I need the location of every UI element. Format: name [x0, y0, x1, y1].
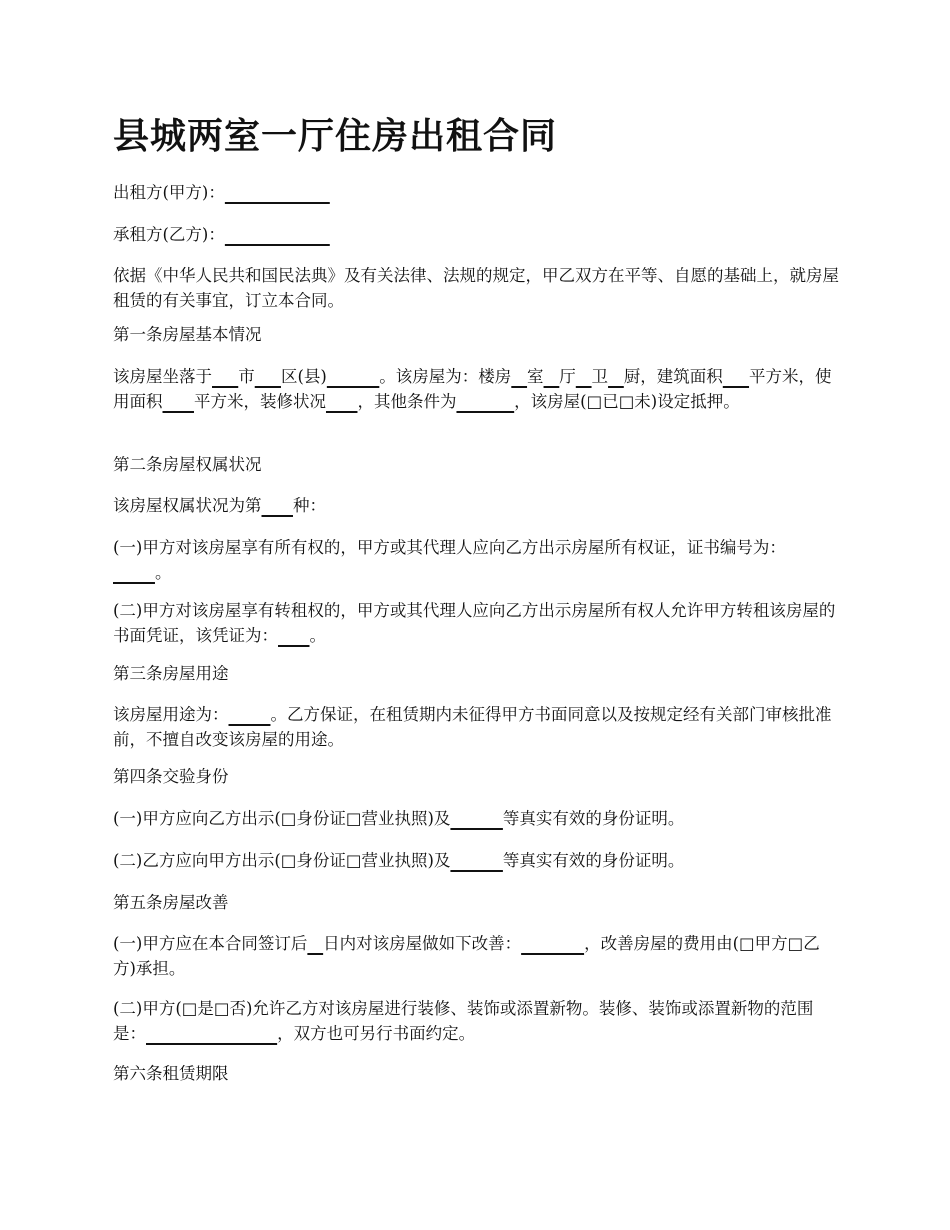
blank-certificate-number: [113, 563, 155, 582]
document-title: 县城两室一厅住房出租合同: [113, 115, 558, 157]
article-5-clause-1: (一)甲方应在本合同签订后 日内对该房屋做如下改善： ，改善房屋的费用由(□甲方□乙方)承担。: [113, 934, 820, 978]
blank-party-b-id: [450, 851, 502, 870]
article-3-body: 该房屋用途为： 。乙方保证，在租赁期内未征得甲方书面同意以及按规定经有关部门审核批准前，不擅自改变该房屋的用途。: [113, 705, 832, 749]
party-b-blank: [225, 225, 330, 244]
blank-decoration: [326, 392, 357, 411]
article-4-clause-1: (一)甲方应向乙方出示(□身份证□营业执照)及 等真实有效的身份证明。: [113, 809, 685, 828]
blank-halls: [544, 367, 560, 386]
article-4-clause-2: (二)乙方应向甲方出示(□身份证□营业执照)及 等真实有效的身份证明。: [113, 851, 685, 870]
article-2-clause-2: (二)甲方对该房屋享有转租权的，甲方或其代理人应向乙方出示房屋所有权人允许甲方转租该房屋的书面凭证，该凭证为： 。: [113, 601, 836, 645]
preamble: 依据《中华人民共和国民法典》及有关法律、法规的规定，甲乙双方在平等、自愿的基础上，就房屋租赁的有关事宜，订立本合同。: [113, 266, 839, 310]
article-1-body: 该房屋坐落于 市 区(县) 。该房屋为：楼房 室 厅 卫 厨，建筑面积 平方米，使用面积 平方米，装修状况 ，其他条件为 ，该房屋(□已□未)设定抵押。: [113, 367, 832, 411]
blank-sublease-proof: [278, 626, 309, 645]
blank-baths: [576, 367, 592, 386]
blank-kitchens: [608, 367, 624, 386]
article-2-heading: 第二条房屋权属状况: [113, 455, 262, 474]
blank-address: [327, 367, 379, 386]
blank-ownership-type: [262, 496, 293, 515]
article-5-heading: 第五条房屋改善: [113, 893, 229, 912]
article-3-heading: 第三条房屋用途: [113, 664, 229, 683]
blank-decoration-scope: [146, 1024, 277, 1043]
blank-party-a-id: [450, 809, 502, 828]
blank-city: [212, 367, 238, 386]
blank-building-area: [723, 367, 749, 386]
article-1-heading: 第一条房屋基本情况: [113, 325, 262, 344]
party-b-line: 承租方(乙方)：: [113, 222, 839, 247]
article-4-heading: 第四条交验身份: [113, 767, 229, 786]
party-a-line: 出租方(甲方)：: [113, 180, 839, 205]
article-6-heading: 第六条租赁期限: [113, 1064, 229, 1083]
blank-improvement-days: [307, 934, 323, 953]
blank-usage: [229, 705, 271, 724]
blank-district: [255, 367, 281, 386]
article-2-clause-1: (一)甲方对该房屋享有所有权的，甲方或其代理人应向乙方出示房屋所有权证，证书编号为： 。: [113, 538, 786, 582]
blank-rooms: [511, 367, 527, 386]
blank-other-conditions: [456, 392, 514, 411]
blank-improvements: [521, 934, 584, 953]
blank-usable-area: [163, 392, 194, 411]
article-5-clause-2: (二)甲方(□是□否)允许乙方对该房屋进行装修、装饰或添置新物。装修、装饰或添置新物的范围是： ，双方也可另行书面约定。: [113, 999, 814, 1043]
article-2-type: 该房屋权属状况为第 种：: [113, 496, 326, 515]
party-a-blank: [225, 183, 330, 202]
